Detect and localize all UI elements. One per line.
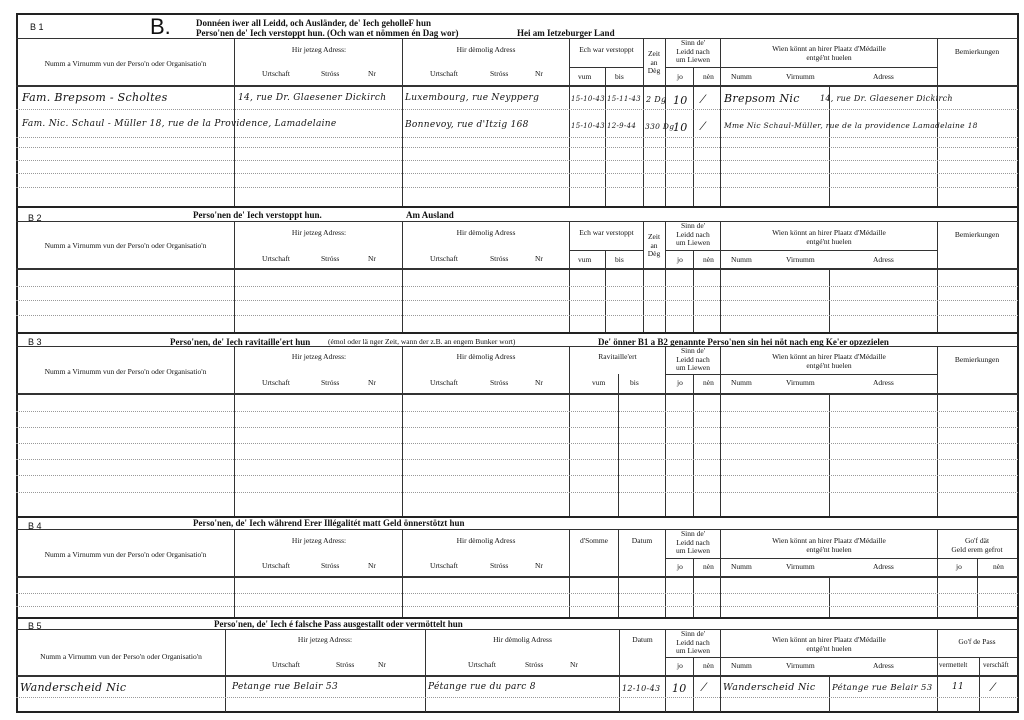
b5-v-medal bbox=[937, 629, 938, 712]
b5-cur-stross: Stróss bbox=[336, 660, 355, 669]
b3-name-header: Numm a Virnumm vun der Perso'n oder Organisatio'n bbox=[44, 367, 207, 376]
b5-r1-verm: 11 bbox=[952, 682, 965, 692]
b3-v-bis bbox=[665, 346, 666, 516]
b5-verschaft: verschäft bbox=[983, 661, 1009, 669]
b3-medal-subline bbox=[721, 374, 937, 375]
b1-jo: jo bbox=[677, 72, 683, 81]
b3-title: Perso'nen, de' Iech ravitaille'ert hun bbox=[170, 337, 311, 347]
b1-sinn: Sinn de' Leidd nach um Liewen bbox=[676, 38, 710, 65]
b5-r1-jo: 10 bbox=[672, 682, 687, 695]
b1-v-cur bbox=[402, 38, 403, 206]
b3-header-bottom bbox=[16, 393, 1018, 395]
b2-name-header: Numm a Virnumm vun der Perso'n oder Organisatio'n bbox=[44, 241, 207, 250]
b2-old-ortschaft: Urtschaft bbox=[430, 254, 458, 263]
b1-title-2: Perso'nen de' Iech verstoppt hun. (Och wan et nömmen én Dag wor) bbox=[196, 28, 459, 38]
b4-v-geld bbox=[977, 558, 978, 617]
b4-label: B 4 bbox=[28, 521, 42, 531]
b4-v-medal bbox=[937, 529, 938, 617]
b2-row-line-3 bbox=[16, 315, 1018, 316]
b1-numm: Numm bbox=[731, 72, 752, 81]
b3-bis: bis bbox=[630, 378, 639, 387]
b2-old-addr-header: Hir dèmolig Adress bbox=[456, 228, 516, 237]
b4-medal-header: Wien könnt an hirer Plaatz d'Médaille entgé'nt huelen bbox=[772, 536, 886, 554]
b4-header-bottom bbox=[16, 576, 1018, 578]
b2-title-2: Am Ausland bbox=[406, 210, 454, 220]
b1-zeit: Zeit an Dèg bbox=[647, 49, 661, 76]
b2-remarks-header: Bemierkungen bbox=[954, 230, 1000, 239]
b2-row-line-2 bbox=[16, 300, 1018, 301]
b5-r1-old: Pétange rue du parc 8 bbox=[428, 682, 536, 692]
b5-v-datum bbox=[665, 629, 666, 712]
b5-medal-subline bbox=[721, 657, 937, 658]
b1-r1-cur: 14, rue Dr. Glaesener Dickirch bbox=[238, 93, 387, 103]
b4-v-sinn bbox=[720, 529, 721, 617]
frame-right bbox=[1017, 13, 1019, 713]
b4-old-stross: Stróss bbox=[490, 561, 509, 570]
b2-old-stross: Stróss bbox=[490, 254, 509, 263]
b5-numm: Numm bbox=[731, 661, 752, 670]
b3-old-addr-header: Hir dèmolig Adress bbox=[456, 352, 516, 361]
b4-adress: Adress bbox=[873, 562, 894, 571]
b5-jo: jo bbox=[677, 661, 683, 670]
b4-old-addr-header: Hir dèmolig Adress bbox=[456, 536, 516, 545]
b4-v-cur bbox=[402, 529, 403, 617]
b5-header-bottom bbox=[16, 675, 1018, 677]
b5-medal-header: Wien könnt an hirer Plaatz d'Médaille entgé'nt huelen bbox=[772, 635, 886, 653]
b1-r1-nen: ⁄ bbox=[702, 93, 705, 106]
b1-r1-name: Fam. Brepsom - Scholtes bbox=[22, 91, 168, 104]
b2-old-nr: Nr bbox=[535, 254, 543, 263]
b2-cur-ortschaft: Urtschaft bbox=[262, 254, 290, 263]
b1-row-line-2 bbox=[16, 137, 1018, 138]
b4-old-nr: Nr bbox=[535, 561, 543, 570]
b1-medal-header: Wien könnt an hirer Plaatz d'Médaille entgé'nt huelen bbox=[772, 44, 886, 62]
b2-numm: Numm bbox=[731, 255, 752, 264]
b1-r1-med-addr: 14, rue Dr. Glaesener Dickirch bbox=[820, 94, 953, 103]
b3-vum: vum bbox=[592, 378, 606, 387]
b5-vermettelt: vermettelt bbox=[939, 661, 968, 669]
b4-cur-ortschaft: Urtschaft bbox=[262, 561, 290, 570]
b5-current-addr-header: Hir jetzeg Adress: bbox=[297, 635, 353, 644]
b1-nen: nèn bbox=[703, 72, 714, 81]
b1-old-nr: Nr bbox=[535, 69, 543, 78]
b5-title: Perso'nen, de' Iech é falsche Pass ausgestallt oder vermöttelt hun bbox=[214, 619, 463, 629]
b1-hidden-header: Ech war verstoppt bbox=[579, 45, 634, 54]
b1-cur-ortschaft: Urtschaft bbox=[262, 69, 290, 78]
frame-bottom bbox=[16, 711, 1019, 713]
b3-adress: Adress bbox=[873, 378, 894, 387]
b3-label: B 3 bbox=[28, 337, 42, 347]
b1-v-old bbox=[569, 38, 570, 206]
b2-header-bottom bbox=[16, 268, 1018, 270]
b2-top bbox=[16, 206, 1019, 208]
b1-v-sinn bbox=[720, 38, 721, 206]
b5-v-med bbox=[829, 675, 830, 712]
b5-v-jo bbox=[693, 657, 694, 712]
b1-r2-vum: 15-10-43 bbox=[571, 122, 605, 130]
b1-v-bis bbox=[643, 38, 644, 206]
b1-virnumm: Virnumm bbox=[786, 72, 815, 81]
b4-somme: d'Somme bbox=[579, 536, 609, 545]
b5-top bbox=[16, 617, 1019, 619]
b5-r1-med-addr: Pétange rue Belair 53 bbox=[832, 683, 933, 693]
b4-row-line-1 bbox=[16, 593, 1018, 594]
b2-vum: vum bbox=[578, 255, 592, 264]
b5-pass-header: Go'f de Pass bbox=[958, 637, 996, 646]
b5-nen: nèn bbox=[703, 661, 714, 670]
b2-jo: jo bbox=[677, 255, 683, 264]
b4-v-old bbox=[569, 529, 570, 617]
b3-old-nr: Nr bbox=[535, 378, 543, 387]
b1-r1-vum: 15-10-43 bbox=[571, 95, 605, 103]
b3-v-vum bbox=[618, 374, 619, 516]
b1-r2-bis: 12-9-44 bbox=[607, 122, 637, 130]
b5-v-sinn bbox=[720, 629, 721, 712]
b3-top bbox=[16, 332, 1019, 334]
b3-current-addr-header: Hir jetzeg Adress: bbox=[291, 352, 347, 361]
b2-nen: nèn bbox=[703, 255, 714, 264]
b1-cur-stross: Stróss bbox=[321, 69, 340, 78]
b3-remarks-header: Bemierkungen bbox=[954, 355, 1000, 364]
b1-title-3: Hei am Ietzeburger Land bbox=[517, 28, 615, 38]
b3-row-line-4 bbox=[16, 459, 1018, 460]
b4-sinn: Sinn de' Leidd nach um Liewen bbox=[676, 529, 710, 556]
b5-r1-versch: ⁄ bbox=[992, 681, 995, 694]
b1-row-line-6 bbox=[16, 187, 1018, 188]
b4-header-top bbox=[16, 529, 1018, 530]
b1-vum: vum bbox=[578, 72, 592, 81]
b5-r1-nen: ⁄ bbox=[703, 681, 706, 694]
b5-r1-cur: Petange rue Belair 53 bbox=[232, 682, 338, 692]
frame-left bbox=[16, 13, 18, 713]
b3-row-line-6 bbox=[16, 492, 1018, 493]
b2-medal-header: Wien könnt an hirer Plaatz d'Médaille entgé'nt huelen bbox=[772, 228, 886, 246]
b4-virnumm: Virnumm bbox=[786, 562, 815, 571]
b5-v-name bbox=[225, 629, 226, 712]
b3-jo: jo bbox=[677, 378, 683, 387]
b3-title-small: (émol oder lä nger Zeit, wann der z.B. an engem Bunker wort) bbox=[328, 337, 516, 346]
b3-old-ortschaft: Urtschaft bbox=[430, 378, 458, 387]
b1-title-1: Donnéen iwer all Leidd, och Ausländer, de' Iech geholleF hun bbox=[196, 18, 431, 28]
b4-v-jo bbox=[693, 558, 694, 617]
b3-v-medal bbox=[937, 346, 938, 516]
b1-old-ortschaft: Urtschaft bbox=[430, 69, 458, 78]
b4-old-ortschaft: Urtschaft bbox=[430, 561, 458, 570]
b5-old-addr-header: Hir dèmolig Adress bbox=[493, 635, 552, 644]
b1-row-line-5 bbox=[16, 173, 1018, 174]
b5-old-ortschaft: Urtschaft bbox=[468, 660, 496, 669]
b1-r2-med-name: Mme Nic Schaul-Müller, rue de la providence Lamadelaine 18 bbox=[724, 121, 978, 130]
form-letter: B. bbox=[150, 14, 171, 39]
b5-r1-date: 12-10-43 bbox=[622, 684, 661, 693]
b1-r2-nen: ⁄ bbox=[702, 120, 705, 133]
b1-row-line-3 bbox=[16, 147, 1018, 148]
b2-sinn: Sinn de' Leidd nach um Liewen bbox=[676, 221, 710, 248]
b1-row-line-4 bbox=[16, 160, 1018, 161]
b2-virnumm: Virnumm bbox=[786, 255, 815, 264]
b5-r1-med-name: Wanderscheid Nic bbox=[723, 682, 816, 693]
b5-header-top bbox=[16, 629, 1018, 630]
b4-geld-jo: jo bbox=[956, 562, 962, 571]
b3-v-jo bbox=[693, 374, 694, 516]
b4-datum: Datum bbox=[631, 536, 653, 545]
b1-cur-nr: Nr bbox=[368, 69, 376, 78]
b3-v-sinn bbox=[720, 346, 721, 516]
b5-v-cur bbox=[425, 629, 426, 712]
b3-numm: Numm bbox=[731, 378, 752, 387]
b1-v-med bbox=[829, 86, 830, 206]
b5-datum: Datum bbox=[632, 635, 653, 644]
b2-label: B 2 bbox=[28, 213, 42, 223]
b4-geld-header: Go'f dät Geld erem gefrot bbox=[951, 536, 1003, 554]
b5-sinn: Sinn de' Leidd nach um Liewen bbox=[676, 629, 710, 656]
b3-v-cur bbox=[402, 346, 403, 516]
b4-v-datum bbox=[665, 529, 666, 617]
b4-geld-nen: nèn bbox=[993, 562, 1004, 571]
b3-cur-stross: Stróss bbox=[321, 378, 340, 387]
b1-r1-days: 2 Dg bbox=[646, 95, 667, 104]
b3-row-line-5 bbox=[16, 475, 1018, 476]
b2-zeit: Zeit an Dèg bbox=[647, 232, 661, 259]
b4-row-line-2 bbox=[16, 606, 1018, 607]
b1-r2-jo: 10 bbox=[673, 121, 688, 134]
b2-current-addr-header: Hir jetzeg Adress: bbox=[291, 228, 347, 237]
b5-old-stross: Stróss bbox=[525, 660, 544, 669]
b2-title: Perso'nen de' Iech verstoppt hun. bbox=[193, 210, 322, 220]
b3-cur-nr: Nr bbox=[368, 378, 376, 387]
b5-v-old bbox=[619, 629, 620, 712]
b3-sinn: Sinn de' Leidd nach um Liewen bbox=[676, 346, 710, 373]
b1-r1-old: Luxembourg, rue Neypperg bbox=[405, 93, 540, 103]
b5-pass-subline bbox=[938, 657, 1017, 658]
b3-ravit-header: Ravitaille'ert bbox=[598, 352, 637, 361]
b4-title: Perso'nen, de' Iech während Erer Illégalitét matt Geld önnerstötzt hun bbox=[193, 518, 465, 528]
b4-jo: jo bbox=[677, 562, 683, 571]
b5-cur-nr: Nr bbox=[378, 660, 386, 669]
b2-row-line-1 bbox=[16, 286, 1018, 287]
b2-header-top bbox=[16, 221, 1018, 222]
b3-title-2: De' önner B1 a B2 genannte Perso'nen sin hei nöt nach eng Ke'er opzezielen bbox=[598, 337, 889, 347]
b3-v-old bbox=[569, 346, 570, 516]
b1-r2-old: Bonnevoy, rue d'Itzig 168 bbox=[405, 120, 529, 130]
b1-label: B 1 bbox=[30, 22, 44, 32]
b1-name-header: Numm a Virnumm vun der Perso'n oder Organisatio'n bbox=[44, 59, 207, 68]
b5-row-line-1 bbox=[16, 697, 1018, 698]
b5-v-pass bbox=[979, 657, 980, 712]
b2-adress: Adress bbox=[873, 255, 894, 264]
b1-current-addr-header: Hir jetzeg Adress: bbox=[291, 45, 347, 54]
b3-row-line-1 bbox=[16, 411, 1018, 412]
b2-medal-subline bbox=[721, 250, 937, 251]
b4-v-med bbox=[829, 576, 830, 617]
b1-adress: Adress bbox=[873, 72, 894, 81]
b1-bis: bis bbox=[615, 72, 624, 81]
b2-v-jo bbox=[693, 250, 694, 332]
b1-r1-med-name: Brepsom Nic bbox=[724, 92, 800, 105]
b4-cur-stross: Stróss bbox=[321, 561, 340, 570]
b1-row-line-1 bbox=[16, 109, 1018, 110]
b1-old-addr-header: Hir dèmolig Adress bbox=[456, 45, 516, 54]
b1-medal-subline bbox=[721, 67, 937, 68]
b5-cur-ortschaft: Urtschaft bbox=[272, 660, 300, 669]
b5-label: B 5 bbox=[28, 621, 42, 631]
b1-r1-bis: 15-11-43 bbox=[607, 95, 641, 103]
b2-cur-stross: Stróss bbox=[321, 254, 340, 263]
b1-hidden-subline bbox=[570, 67, 643, 68]
b3-medal-header: Wien könnt an hirer Plaatz d'Médaille entgé'nt huelen bbox=[772, 352, 886, 370]
b2-bis: bis bbox=[615, 255, 624, 264]
b3-cur-ortschaft: Urtschaft bbox=[262, 378, 290, 387]
b4-cur-nr: Nr bbox=[368, 561, 376, 570]
b5-r1-name: Wanderscheid Nic bbox=[20, 681, 127, 694]
b4-top bbox=[16, 516, 1019, 518]
b1-old-stross: Stróss bbox=[490, 69, 509, 78]
b5-name-header: Numm a Virnumm vun der Perso'n oder Organisatio'n bbox=[40, 652, 202, 661]
b1-r1-jo: 10 bbox=[673, 94, 688, 107]
b4-v-name bbox=[234, 529, 235, 617]
b3-nen: nèn bbox=[703, 378, 714, 387]
b1-header-bottom bbox=[16, 85, 1018, 87]
b1-r2-days: 330 Dg bbox=[645, 122, 675, 131]
b3-row-line-2 bbox=[16, 427, 1018, 428]
b1-r2-name: Fam. Nic. Schaul - Müller 18, rue de la Providence, Lamadelaine bbox=[22, 119, 337, 129]
b3-old-stross: Stróss bbox=[490, 378, 509, 387]
b3-header-top bbox=[16, 346, 1018, 347]
b1-remarks-header: Bemierkungen bbox=[954, 47, 1000, 56]
b4-medal-subline bbox=[721, 558, 937, 559]
b4-numm: Numm bbox=[731, 562, 752, 571]
b4-name-header: Numm a Virnumm vun der Perso'n oder Organisatio'n bbox=[44, 550, 207, 559]
b2-hidden-header: Ech war verstoppt bbox=[579, 228, 634, 237]
b4-geld-subline bbox=[938, 558, 1017, 559]
b2-v-vum bbox=[605, 250, 606, 332]
b4-nen: nèn bbox=[703, 562, 714, 571]
b5-virnumm: Virnumm bbox=[786, 661, 815, 670]
b5-old-nr: Nr bbox=[570, 660, 578, 669]
b2-cur-nr: Nr bbox=[368, 254, 376, 263]
b2-hidden-subline bbox=[570, 250, 643, 251]
b3-row-line-3 bbox=[16, 443, 1018, 444]
b3-v-name bbox=[234, 346, 235, 516]
b3-virnumm: Virnumm bbox=[786, 378, 815, 387]
b5-adress: Adress bbox=[873, 661, 894, 670]
b4-current-addr-header: Hir jetzeg Adress: bbox=[291, 536, 347, 545]
b4-v-somme bbox=[618, 529, 619, 617]
b1-header-top bbox=[16, 38, 1018, 39]
